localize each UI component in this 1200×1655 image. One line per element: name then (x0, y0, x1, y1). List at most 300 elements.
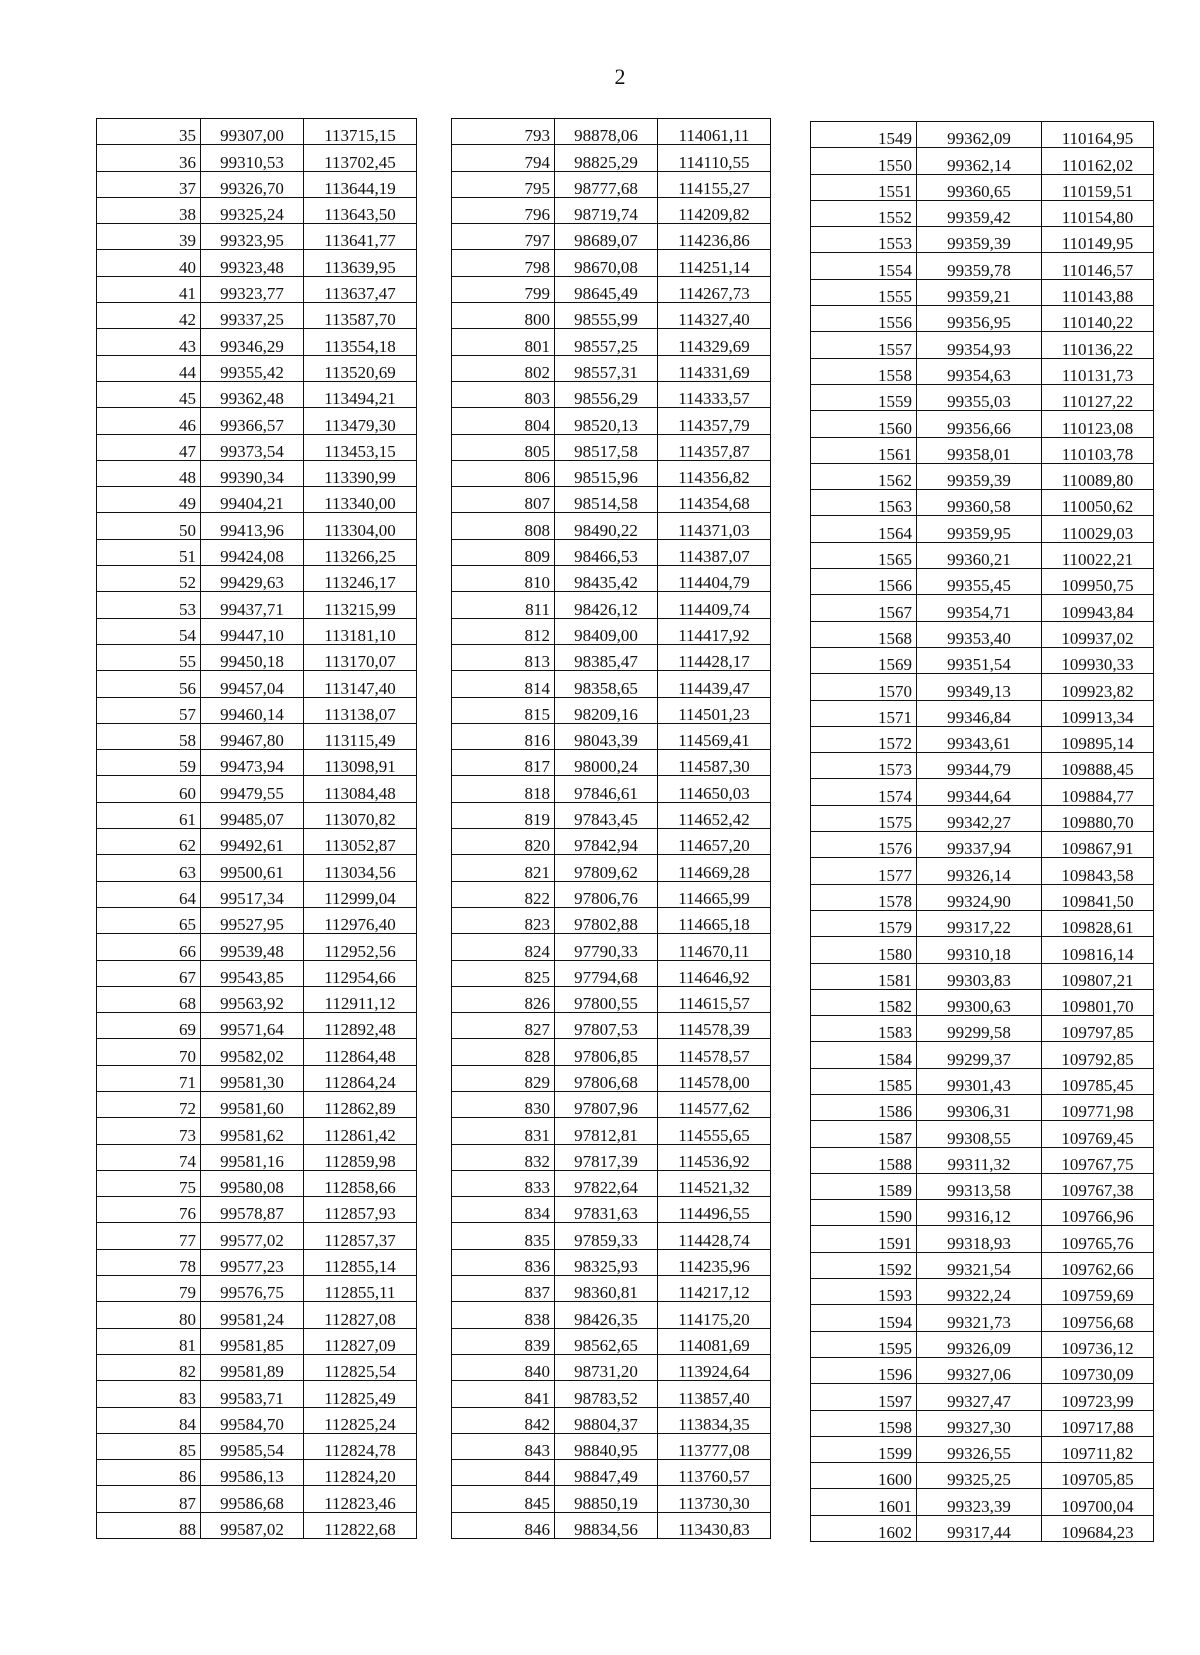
table-row (452, 881, 771, 907)
point-number-cell: 804 (452, 408, 555, 434)
x-coordinate-cell: 98000,24 (555, 750, 658, 776)
table-row (97, 829, 417, 855)
point-number-cell: 828 (452, 1039, 555, 1065)
x-coordinate-cell: 99343,61 (917, 726, 1042, 752)
x-coordinate-cell: 97831,63 (555, 1197, 658, 1223)
point-number-cell: 1586 (811, 1094, 917, 1120)
point-number-cell: 835 (452, 1223, 555, 1249)
x-coordinate-cell: 97790,33 (555, 934, 658, 960)
y-coordinate-cell: 109841,50 (1042, 884, 1154, 910)
x-coordinate-cell: 99358,01 (917, 437, 1042, 463)
x-coordinate-cell: 99349,13 (917, 674, 1042, 700)
table-row (452, 776, 771, 802)
y-coordinate-cell: 114428,74 (658, 1223, 771, 1249)
y-coordinate-cell: 109943,84 (1042, 595, 1154, 621)
x-coordinate-cell: 99359,42 (917, 200, 1042, 226)
x-coordinate-cell: 99359,78 (917, 253, 1042, 279)
y-coordinate-cell: 114665,99 (658, 881, 771, 907)
table-row (97, 1170, 417, 1196)
y-coordinate-cell: 112823,46 (304, 1486, 417, 1512)
x-coordinate-cell: 97806,76 (555, 881, 658, 907)
point-number-cell: 1570 (811, 674, 917, 700)
y-coordinate-cell: 114331,69 (658, 355, 771, 381)
point-number-cell: 42 (97, 303, 201, 329)
x-coordinate-cell: 99576,75 (201, 1276, 304, 1302)
y-coordinate-cell: 110089,80 (1042, 463, 1154, 489)
point-number-cell: 837 (452, 1276, 555, 1302)
point-number-cell: 1553 (811, 227, 917, 253)
point-number-cell: 35 (97, 119, 201, 145)
y-coordinate-cell: 114577,62 (658, 1091, 771, 1117)
y-coordinate-cell: 109801,70 (1042, 989, 1154, 1015)
x-coordinate-cell: 97809,62 (555, 855, 658, 881)
x-coordinate-cell: 98645,49 (555, 276, 658, 302)
x-coordinate-cell: 99337,25 (201, 303, 304, 329)
point-number-cell: 1596 (811, 1357, 917, 1383)
x-coordinate-cell: 99581,30 (201, 1065, 304, 1091)
table-row (811, 779, 1154, 805)
point-number-cell: 801 (452, 329, 555, 355)
point-number-cell: 803 (452, 381, 555, 407)
point-number-cell: 78 (97, 1249, 201, 1275)
point-number-cell: 1595 (811, 1331, 917, 1357)
point-number-cell: 80 (97, 1302, 201, 1328)
point-number-cell: 1591 (811, 1226, 917, 1252)
table-row (452, 1197, 771, 1223)
point-number-cell: 68 (97, 986, 201, 1012)
x-coordinate-cell: 99327,47 (917, 1384, 1042, 1410)
point-number-cell: 61 (97, 802, 201, 828)
table-row (811, 1305, 1154, 1331)
x-coordinate-cell: 99527,95 (201, 907, 304, 933)
y-coordinate-cell: 114657,20 (658, 829, 771, 855)
table-row (811, 516, 1154, 542)
table-row (811, 384, 1154, 410)
x-coordinate-cell: 98878,06 (555, 119, 658, 145)
table-row (452, 618, 771, 644)
point-number-cell: 60 (97, 776, 201, 802)
y-coordinate-cell: 112999,04 (304, 881, 417, 907)
point-number-cell: 57 (97, 697, 201, 723)
y-coordinate-cell: 112822,68 (304, 1512, 417, 1538)
table-row (811, 227, 1154, 253)
x-coordinate-cell: 98670,08 (555, 250, 658, 276)
point-number-cell: 46 (97, 408, 201, 434)
y-coordinate-cell: 113052,87 (304, 829, 417, 855)
table-row (452, 303, 771, 329)
point-number-cell: 82 (97, 1354, 201, 1380)
x-coordinate-cell: 97859,33 (555, 1223, 658, 1249)
x-coordinate-cell: 98840,95 (555, 1433, 658, 1459)
x-coordinate-cell: 97800,55 (555, 986, 658, 1012)
point-number-cell: 843 (452, 1433, 555, 1459)
table-row (811, 1357, 1154, 1383)
table-row (811, 332, 1154, 358)
point-number-cell: 1587 (811, 1121, 917, 1147)
y-coordinate-cell: 114329,69 (658, 329, 771, 355)
point-number-cell: 1576 (811, 832, 917, 858)
point-number-cell: 1584 (811, 1042, 917, 1068)
point-number-cell: 70 (97, 1039, 201, 1065)
y-coordinate-cell: 113834,35 (658, 1407, 771, 1433)
table-row (97, 487, 417, 513)
x-coordinate-cell: 99581,85 (201, 1328, 304, 1354)
y-coordinate-cell: 114670,11 (658, 934, 771, 960)
y-coordinate-cell: 109923,82 (1042, 674, 1154, 700)
y-coordinate-cell: 109736,12 (1042, 1331, 1154, 1357)
y-coordinate-cell: 110154,80 (1042, 200, 1154, 226)
point-number-cell: 840 (452, 1354, 555, 1380)
y-coordinate-cell: 114409,74 (658, 592, 771, 618)
point-number-cell: 76 (97, 1197, 201, 1223)
table-row (811, 700, 1154, 726)
x-coordinate-cell: 98557,31 (555, 355, 658, 381)
x-coordinate-cell: 98555,99 (555, 303, 658, 329)
table-row (452, 592, 771, 618)
table-row (811, 437, 1154, 463)
point-number-cell: 795 (452, 171, 555, 197)
x-coordinate-cell: 98804,37 (555, 1407, 658, 1433)
point-number-cell: 1582 (811, 989, 917, 1015)
point-number-cell: 1567 (811, 595, 917, 621)
table-row (97, 1223, 417, 1249)
y-coordinate-cell: 114555,65 (658, 1118, 771, 1144)
y-coordinate-cell: 113924,64 (658, 1354, 771, 1380)
y-coordinate-cell: 114217,12 (658, 1276, 771, 1302)
table-row (811, 753, 1154, 779)
point-number-cell: 834 (452, 1197, 555, 1223)
x-coordinate-cell: 99437,71 (201, 592, 304, 618)
table-row (811, 1279, 1154, 1305)
y-coordinate-cell: 114175,20 (658, 1302, 771, 1328)
table-row (811, 1147, 1154, 1173)
x-coordinate-cell: 97842,94 (555, 829, 658, 855)
point-number-cell: 796 (452, 197, 555, 223)
table-row (452, 460, 771, 486)
table-row (97, 723, 417, 749)
y-coordinate-cell: 114665,18 (658, 907, 771, 933)
y-coordinate-cell: 109895,14 (1042, 726, 1154, 752)
table-row (97, 539, 417, 565)
table-row (811, 1436, 1154, 1462)
x-coordinate-cell: 99299,58 (917, 1016, 1042, 1042)
point-number-cell: 64 (97, 881, 201, 907)
point-number-cell: 832 (452, 1144, 555, 1170)
table-row (452, 1433, 771, 1459)
point-number-cell: 38 (97, 197, 201, 223)
point-number-cell: 1588 (811, 1147, 917, 1173)
point-number-cell: 806 (452, 460, 555, 486)
y-coordinate-cell: 112825,54 (304, 1354, 417, 1380)
table-row (811, 1463, 1154, 1489)
table-row (97, 934, 417, 960)
y-coordinate-cell: 113730,30 (658, 1486, 771, 1512)
table-row (452, 1065, 771, 1091)
x-coordinate-cell: 99299,37 (917, 1042, 1042, 1068)
y-coordinate-cell: 110136,22 (1042, 332, 1154, 358)
point-number-cell: 812 (452, 618, 555, 644)
y-coordinate-cell: 112911,12 (304, 986, 417, 1012)
table-row (97, 513, 417, 539)
table-row (452, 907, 771, 933)
point-number-cell: 816 (452, 723, 555, 749)
point-number-cell: 825 (452, 960, 555, 986)
y-coordinate-cell: 114650,03 (658, 776, 771, 802)
point-number-cell: 71 (97, 1065, 201, 1091)
y-coordinate-cell: 109730,09 (1042, 1357, 1154, 1383)
table-row (452, 671, 771, 697)
y-coordinate-cell: 109762,66 (1042, 1252, 1154, 1278)
y-coordinate-cell: 112825,24 (304, 1407, 417, 1433)
table-row (452, 1302, 771, 1328)
table-row (811, 963, 1154, 989)
y-coordinate-cell: 114646,92 (658, 960, 771, 986)
point-number-cell: 839 (452, 1328, 555, 1354)
point-number-cell: 1561 (811, 437, 917, 463)
y-coordinate-cell: 113639,95 (304, 250, 417, 276)
x-coordinate-cell: 99346,29 (201, 329, 304, 355)
table-row (452, 1460, 771, 1486)
x-coordinate-cell: 97806,85 (555, 1039, 658, 1065)
y-coordinate-cell: 109950,75 (1042, 569, 1154, 595)
y-coordinate-cell: 112825,49 (304, 1381, 417, 1407)
point-number-cell: 829 (452, 1065, 555, 1091)
point-number-cell: 808 (452, 513, 555, 539)
x-coordinate-cell: 99581,16 (201, 1144, 304, 1170)
point-number-cell: 846 (452, 1512, 555, 1538)
point-number-cell: 1564 (811, 516, 917, 542)
table-row (97, 1381, 417, 1407)
point-number-cell: 77 (97, 1223, 201, 1249)
y-coordinate-cell: 109767,38 (1042, 1173, 1154, 1199)
y-coordinate-cell: 110127,22 (1042, 384, 1154, 410)
x-coordinate-cell: 99311,32 (917, 1147, 1042, 1173)
x-coordinate-cell: 98731,20 (555, 1354, 658, 1380)
x-coordinate-cell: 99429,63 (201, 566, 304, 592)
table-row (811, 542, 1154, 568)
x-coordinate-cell: 99585,54 (201, 1433, 304, 1459)
x-coordinate-cell: 99317,22 (917, 910, 1042, 936)
x-coordinate-cell: 97807,96 (555, 1091, 658, 1117)
x-coordinate-cell: 99351,54 (917, 647, 1042, 673)
y-coordinate-cell: 114439,47 (658, 671, 771, 697)
point-number-cell: 49 (97, 487, 201, 513)
x-coordinate-cell: 98689,07 (555, 224, 658, 250)
point-number-cell: 1589 (811, 1173, 917, 1199)
point-number-cell: 1601 (811, 1489, 917, 1515)
point-number-cell: 36 (97, 145, 201, 171)
x-coordinate-cell: 99517,34 (201, 881, 304, 907)
table-row (452, 1407, 771, 1433)
y-coordinate-cell: 114404,79 (658, 566, 771, 592)
x-coordinate-cell: 98358,65 (555, 671, 658, 697)
table-row (811, 805, 1154, 831)
y-coordinate-cell: 109705,85 (1042, 1463, 1154, 1489)
point-number-cell: 813 (452, 644, 555, 670)
x-coordinate-cell: 99362,09 (917, 122, 1042, 148)
table-row (452, 1118, 771, 1144)
y-coordinate-cell: 114357,87 (658, 434, 771, 460)
x-coordinate-cell: 99322,24 (917, 1279, 1042, 1305)
y-coordinate-cell: 112827,09 (304, 1328, 417, 1354)
y-coordinate-cell: 113115,49 (304, 723, 417, 749)
x-coordinate-cell: 99450,18 (201, 644, 304, 670)
point-number-cell: 58 (97, 723, 201, 749)
table-row (811, 1489, 1154, 1515)
table-row (97, 434, 417, 460)
x-coordinate-cell: 99366,57 (201, 408, 304, 434)
point-number-cell: 48 (97, 460, 201, 486)
x-coordinate-cell: 99355,45 (917, 569, 1042, 595)
x-coordinate-cell: 99467,80 (201, 723, 304, 749)
x-coordinate-cell: 99327,30 (917, 1410, 1042, 1436)
point-number-cell: 830 (452, 1091, 555, 1117)
point-number-cell: 821 (452, 855, 555, 881)
y-coordinate-cell: 114652,42 (658, 802, 771, 828)
y-coordinate-cell: 109766,96 (1042, 1200, 1154, 1226)
x-coordinate-cell: 97802,88 (555, 907, 658, 933)
point-number-cell: 1549 (811, 122, 917, 148)
y-coordinate-cell: 110146,57 (1042, 253, 1154, 279)
x-coordinate-cell: 99360,65 (917, 174, 1042, 200)
x-coordinate-cell: 99563,92 (201, 986, 304, 1012)
table-row (97, 960, 417, 986)
x-coordinate-cell: 99360,21 (917, 542, 1042, 568)
y-coordinate-cell: 112858,66 (304, 1170, 417, 1196)
y-coordinate-cell: 109913,34 (1042, 700, 1154, 726)
y-coordinate-cell: 114428,17 (658, 644, 771, 670)
table-row (811, 726, 1154, 752)
point-number-cell: 1562 (811, 463, 917, 489)
y-coordinate-cell: 113554,18 (304, 329, 417, 355)
table-row (811, 621, 1154, 647)
table-row (97, 381, 417, 407)
y-coordinate-cell: 114536,92 (658, 1144, 771, 1170)
y-coordinate-cell: 112892,48 (304, 1013, 417, 1039)
y-coordinate-cell: 114251,14 (658, 250, 771, 276)
x-coordinate-cell: 97806,68 (555, 1065, 658, 1091)
point-number-cell: 805 (452, 434, 555, 460)
y-coordinate-cell: 113760,57 (658, 1460, 771, 1486)
y-coordinate-cell: 114081,69 (658, 1328, 771, 1354)
table-row (97, 618, 417, 644)
point-number-cell: 67 (97, 960, 201, 986)
x-coordinate-cell: 98466,53 (555, 539, 658, 565)
x-coordinate-cell: 99460,14 (201, 697, 304, 723)
table-row (811, 1515, 1154, 1541)
x-coordinate-cell: 99354,63 (917, 358, 1042, 384)
y-coordinate-cell: 109769,45 (1042, 1121, 1154, 1147)
y-coordinate-cell: 109759,69 (1042, 1279, 1154, 1305)
table-row (97, 171, 417, 197)
x-coordinate-cell: 98426,12 (555, 592, 658, 618)
y-coordinate-cell: 113520,69 (304, 355, 417, 381)
table-row (97, 592, 417, 618)
x-coordinate-cell: 99485,07 (201, 802, 304, 828)
x-coordinate-cell: 97812,81 (555, 1118, 658, 1144)
table-row (452, 855, 771, 881)
point-number-cell: 52 (97, 566, 201, 592)
point-number-cell: 817 (452, 750, 555, 776)
y-coordinate-cell: 110159,51 (1042, 174, 1154, 200)
x-coordinate-cell: 97843,45 (555, 802, 658, 828)
table-row (811, 595, 1154, 621)
point-number-cell: 59 (97, 750, 201, 776)
table-row (811, 306, 1154, 332)
y-coordinate-cell: 112862,89 (304, 1091, 417, 1117)
x-coordinate-cell: 99306,31 (917, 1094, 1042, 1120)
point-number-cell: 844 (452, 1460, 555, 1486)
y-coordinate-cell: 112861,42 (304, 1118, 417, 1144)
x-coordinate-cell: 99325,24 (201, 197, 304, 223)
y-coordinate-cell: 114569,41 (658, 723, 771, 749)
x-coordinate-cell: 99326,55 (917, 1436, 1042, 1462)
point-number-cell: 79 (97, 1276, 201, 1302)
y-coordinate-cell: 109828,61 (1042, 910, 1154, 936)
y-coordinate-cell: 109816,14 (1042, 937, 1154, 963)
point-number-cell: 87 (97, 1486, 201, 1512)
y-coordinate-cell: 113138,07 (304, 697, 417, 723)
y-coordinate-cell: 109785,45 (1042, 1068, 1154, 1094)
y-coordinate-cell: 113181,10 (304, 618, 417, 644)
point-number-cell: 40 (97, 250, 201, 276)
table-row (97, 566, 417, 592)
x-coordinate-cell: 98520,13 (555, 408, 658, 434)
table-row (97, 1354, 417, 1380)
x-coordinate-cell: 99342,27 (917, 805, 1042, 831)
y-coordinate-cell: 109717,88 (1042, 1410, 1154, 1436)
table-row (811, 569, 1154, 595)
y-coordinate-cell: 114501,23 (658, 697, 771, 723)
y-coordinate-cell: 112824,78 (304, 1433, 417, 1459)
x-coordinate-cell: 99581,60 (201, 1091, 304, 1117)
point-number-cell: 74 (97, 1144, 201, 1170)
table-row (811, 463, 1154, 489)
point-number-cell: 810 (452, 566, 555, 592)
y-coordinate-cell: 114155,27 (658, 171, 771, 197)
table-row (97, 408, 417, 434)
x-coordinate-cell: 99359,21 (917, 279, 1042, 305)
y-coordinate-cell: 112824,20 (304, 1460, 417, 1486)
point-number-cell: 1578 (811, 884, 917, 910)
point-number-cell: 1550 (811, 148, 917, 174)
x-coordinate-cell: 98850,19 (555, 1486, 658, 1512)
y-coordinate-cell: 113587,70 (304, 303, 417, 329)
x-coordinate-cell: 99492,61 (201, 829, 304, 855)
table-row (811, 1042, 1154, 1068)
x-coordinate-cell: 99577,02 (201, 1223, 304, 1249)
x-coordinate-cell: 99580,08 (201, 1170, 304, 1196)
y-coordinate-cell: 114387,07 (658, 539, 771, 565)
y-coordinate-cell: 112855,11 (304, 1276, 417, 1302)
table-row (97, 1486, 417, 1512)
table-row (97, 776, 417, 802)
x-coordinate-cell: 99413,96 (201, 513, 304, 539)
y-coordinate-cell: 113857,40 (658, 1381, 771, 1407)
coordinates-table-2 (451, 118, 771, 1539)
table-row (452, 697, 771, 723)
x-coordinate-cell: 99337,94 (917, 832, 1042, 858)
x-coordinate-cell: 98426,35 (555, 1302, 658, 1328)
point-number-cell: 84 (97, 1407, 201, 1433)
x-coordinate-cell: 99359,39 (917, 227, 1042, 253)
table-row (811, 1173, 1154, 1199)
point-number-cell: 83 (97, 1381, 201, 1407)
x-coordinate-cell: 98435,42 (555, 566, 658, 592)
y-coordinate-cell: 114235,96 (658, 1249, 771, 1275)
x-coordinate-cell: 98360,81 (555, 1276, 658, 1302)
x-coordinate-cell: 98515,96 (555, 460, 658, 486)
